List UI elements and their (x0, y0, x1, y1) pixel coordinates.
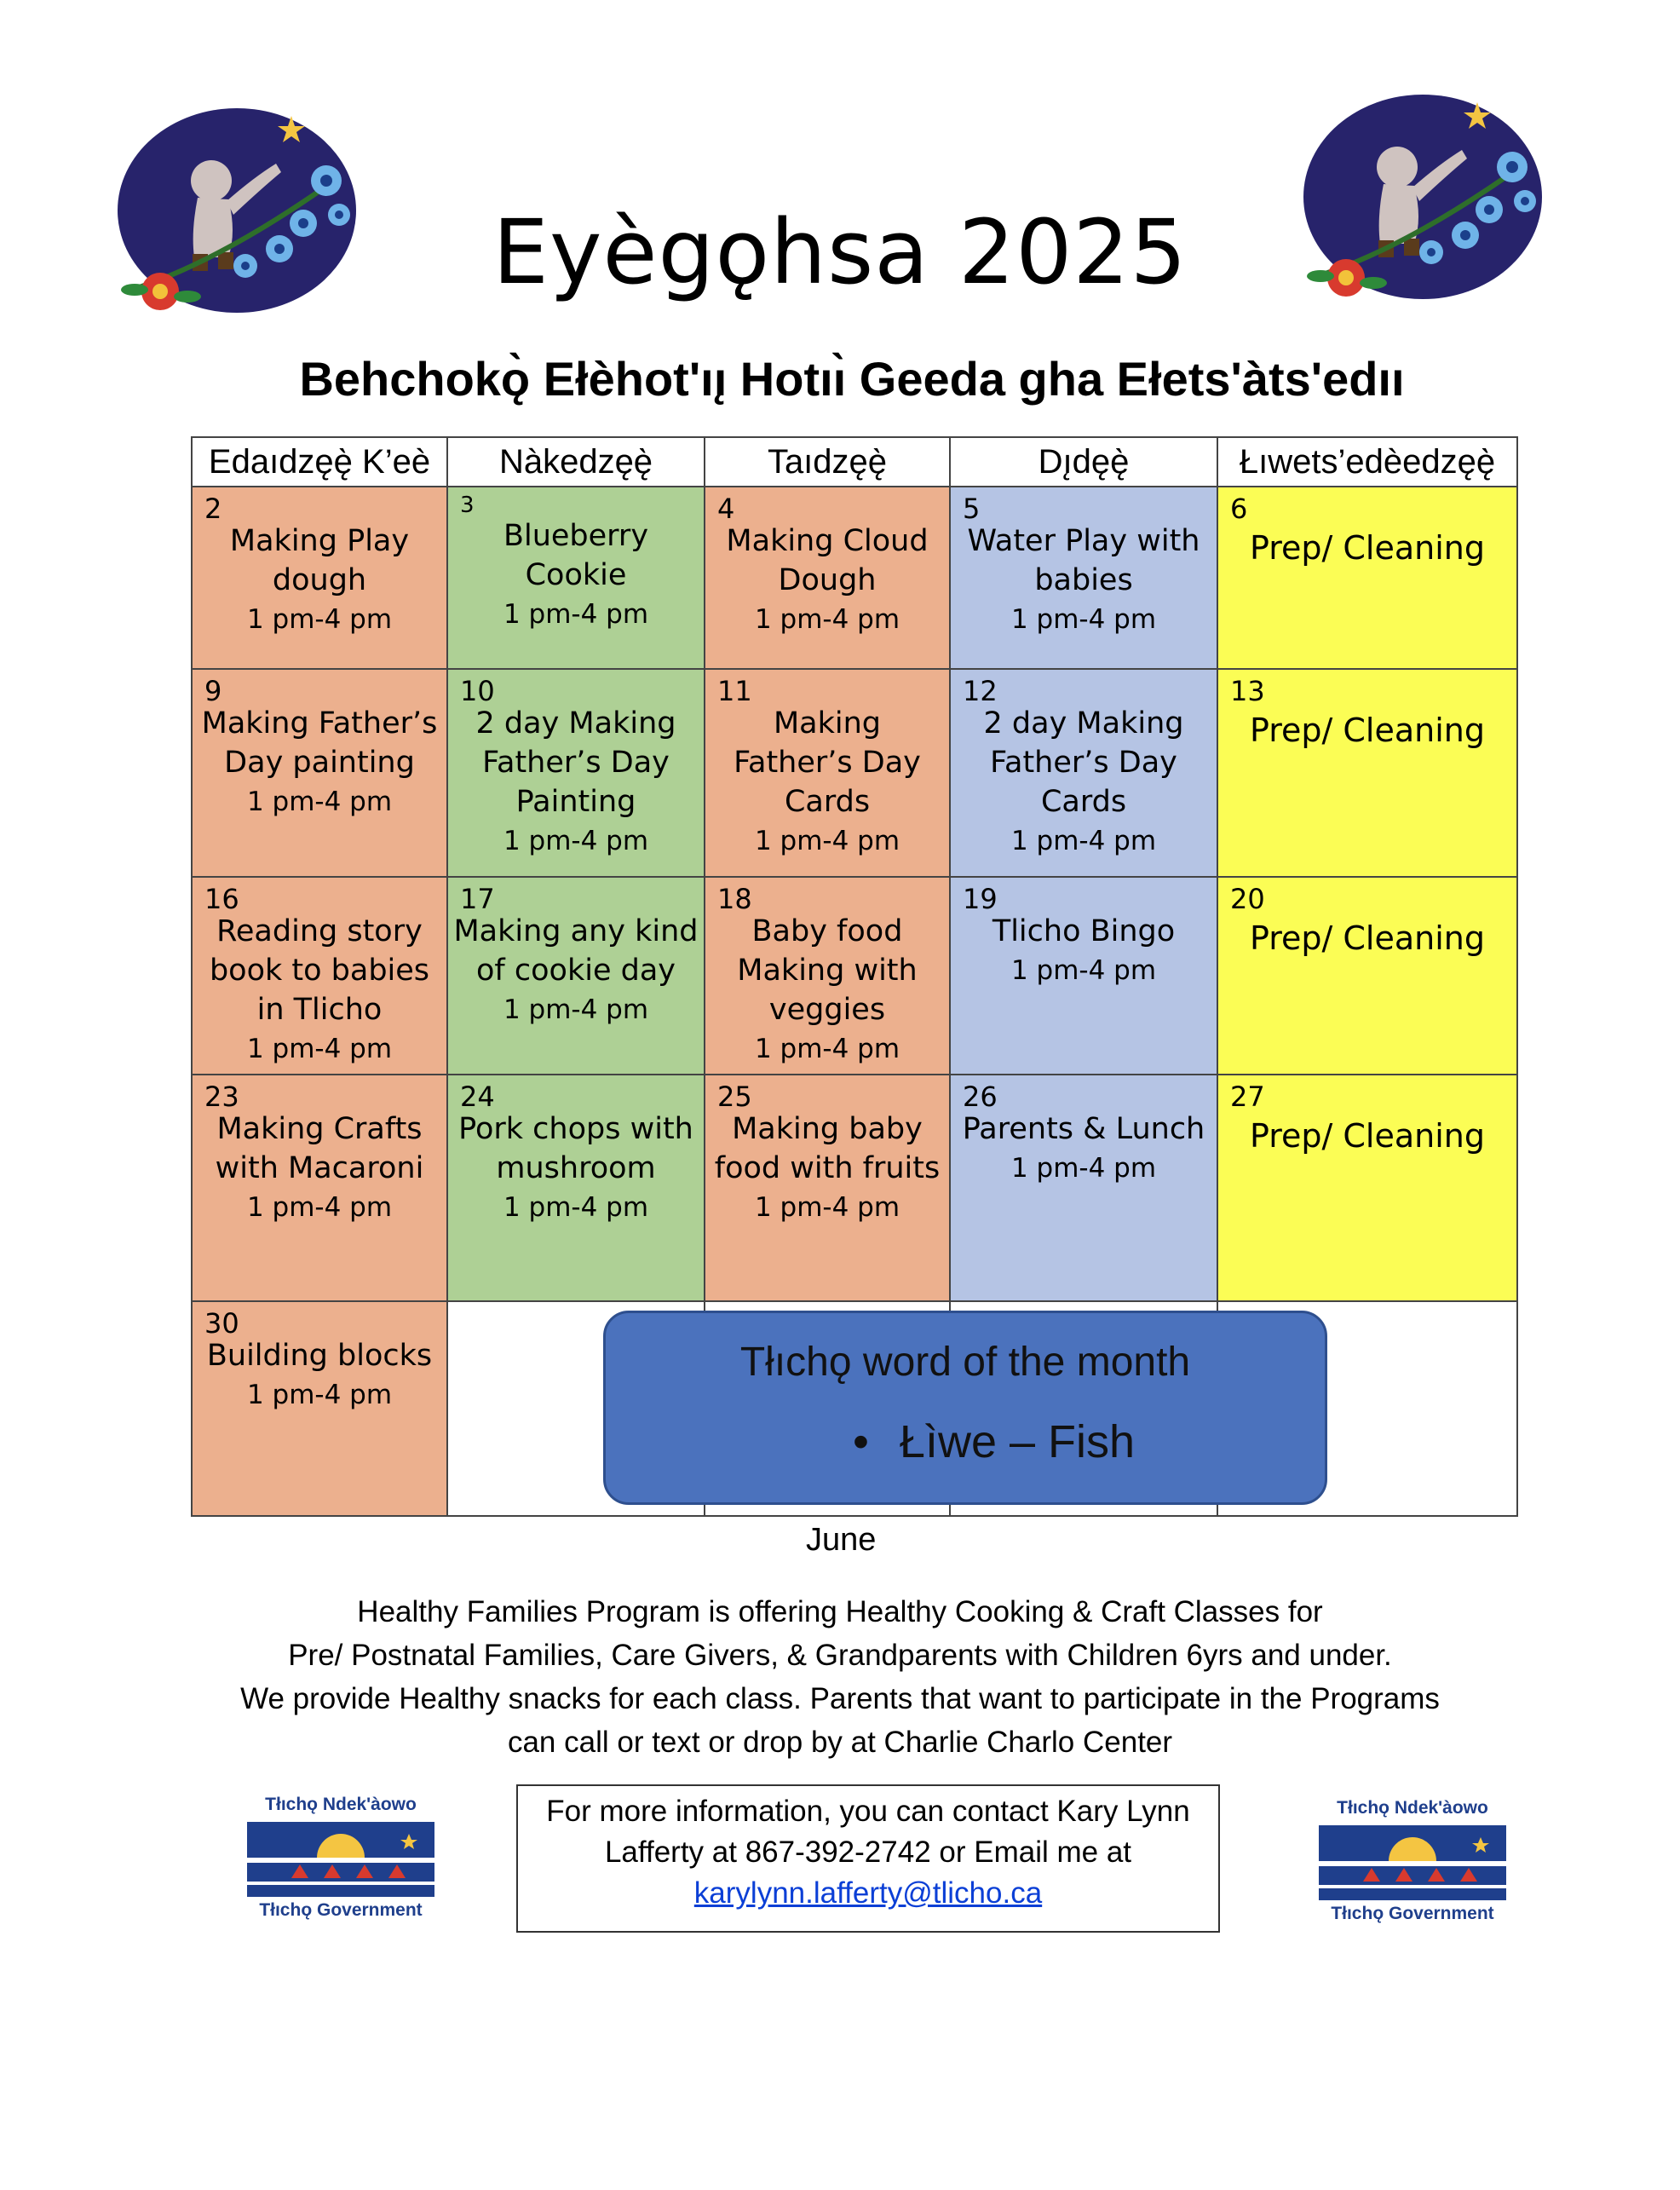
day-number: 30 (204, 1307, 239, 1340)
weekday-header-row (192, 437, 1517, 487)
day-cell (447, 669, 705, 877)
day-cell (447, 487, 705, 669)
day-number: 11 (717, 675, 752, 707)
day-cell (950, 487, 1217, 669)
activity (956, 912, 1211, 990)
week-row (192, 1075, 1517, 1301)
activity (956, 704, 1211, 861)
activity-name: Reading story book to babies in Tlicho (209, 914, 430, 1027)
activity-name: Prep/ Cleaning (1249, 919, 1486, 957)
activity-time: 1 pm-4 pm (754, 1034, 900, 1064)
activity (453, 1109, 699, 1227)
activity-time: 1 pm-4 pm (246, 787, 393, 817)
activity-time: 1 pm-4 pm (246, 1380, 393, 1410)
activity-name: Making Play dough (229, 524, 410, 597)
day-number: 18 (717, 883, 752, 915)
activity (711, 1109, 944, 1227)
day-cell (192, 1075, 447, 1301)
page-title: Eyègǫhsa 2025 (492, 200, 1188, 304)
weekday-header: Łıwets’edèedzęę̀ (1217, 437, 1517, 487)
weekday-header: Dı̨dęę̀ (950, 437, 1217, 487)
activity-name: Prep/ Cleaning (1249, 529, 1486, 567)
activity-name: Prep/ Cleaning (1249, 712, 1486, 749)
day-number: 26 (963, 1081, 998, 1113)
program-description (0, 1590, 1680, 1764)
description-line: Pre/ Postnatal Families, Care Givers, & Grandparents with Children 6yrs and under. (288, 1639, 1392, 1672)
activity-name: Making Father’s Day painting (201, 706, 438, 780)
government-logo-top-text: Tłıchǫ Ndek'àowo (1337, 1798, 1488, 1818)
contact-line: For more information, you can contact Kary Lynn (546, 1795, 1190, 1828)
description-line: Healthy Families Program is offering Healthy Cooking & Craft Classes for (357, 1595, 1323, 1628)
day-cell (705, 877, 950, 1075)
description-line: can call or text or drop by at Charlie Charlo Center (507, 1726, 1173, 1759)
day-cell (950, 1075, 1217, 1301)
week-row (192, 669, 1517, 877)
activity-name: Parents & Lunch (962, 1112, 1205, 1146)
activity-name: 2 day Making Father’s Day Cards (983, 706, 1184, 819)
word-of-the-month-item (853, 1415, 1135, 1468)
tlicho-government-logo (1310, 1798, 1515, 1926)
day-cell (705, 487, 950, 669)
activity-name: Tlicho Bingo (992, 914, 1176, 948)
activity-time: 1 pm-4 pm (503, 826, 649, 856)
day-cell (192, 669, 447, 877)
day-number: 25 (717, 1081, 752, 1113)
activity-name: Making any kind of cookie day (453, 914, 699, 988)
day-number: 23 (204, 1081, 239, 1113)
government-logo-bottom-text: Tłıchǫ Government (259, 1900, 423, 1920)
day-number: 20 (1230, 883, 1265, 915)
activity-name: Making Crafts with Macaroni (215, 1112, 424, 1185)
weekday-header: Nàkedzęę̀ (447, 437, 705, 487)
day-cell (192, 877, 447, 1075)
activity-name: Prep/ Cleaning (1249, 1117, 1486, 1155)
bullet: • (853, 1416, 869, 1467)
word-of-the-month-box (603, 1311, 1327, 1505)
activity-time: 1 pm-4 pm (754, 604, 900, 635)
activity (453, 704, 699, 861)
weekday-header: Taıdzęę̀ (705, 437, 950, 487)
activity (711, 704, 944, 861)
tlicho-flag-icon (1319, 1825, 1506, 1900)
day-cell (192, 487, 447, 669)
day-number: 27 (1230, 1081, 1265, 1113)
activity (711, 912, 944, 1069)
day-cell (705, 669, 950, 877)
day-number: 2 (204, 493, 222, 525)
month-label: June (806, 1522, 877, 1558)
activity (198, 1336, 441, 1415)
activity-name: Making Cloud Dough (726, 524, 929, 597)
word-of-the-month-title: Tłıchǫ word of the month (739, 1340, 1191, 1385)
week-row (192, 877, 1517, 1075)
day-number: 12 (963, 675, 998, 707)
tlicho-government-logo (239, 1795, 443, 1922)
activity-name: Blueberry Cookie (503, 519, 649, 592)
activity (198, 522, 441, 639)
activity-time: 1 pm-4 pm (1010, 826, 1157, 856)
government-logo-top-text: Tłıchǫ Ndek'àowo (265, 1795, 417, 1814)
day-cell (447, 1075, 705, 1301)
day-number: 17 (460, 883, 495, 915)
activity-name: Water Play with babies (967, 524, 1200, 597)
contact-box (516, 1784, 1220, 1933)
day-cell (950, 669, 1217, 877)
day-number: 19 (963, 883, 998, 915)
activity (956, 522, 1211, 639)
activity-time: 1 pm-4 pm (503, 1192, 649, 1223)
day-cell (1217, 487, 1517, 669)
activity-time: 1 pm-4 pm (754, 826, 900, 856)
weekday-header: Edaıdzęę̀ K’eè (192, 437, 447, 487)
activity-name: Building blocks (206, 1339, 433, 1373)
activity (198, 912, 441, 1069)
activity (453, 516, 699, 634)
activity-time: 1 pm-4 pm (246, 1192, 393, 1223)
day-number: 13 (1230, 675, 1265, 707)
day-number: 3 (460, 493, 475, 518)
activity-time: 1 pm-4 pm (503, 599, 649, 630)
description-line: We provide Healthy snacks for each class. Parents that want to participate in the Programs (240, 1682, 1440, 1715)
day-cell (1217, 669, 1517, 877)
activity-time: 1 pm-4 pm (1010, 604, 1157, 635)
day-number: 6 (1230, 493, 1248, 525)
activity-time: 1 pm-4 pm (1010, 1153, 1157, 1184)
day-cell (705, 1075, 950, 1301)
activity-time: 1 pm-4 pm (754, 1192, 900, 1223)
day-cell (192, 1301, 447, 1516)
day-cell (950, 877, 1217, 1075)
activity-time: 1 pm-4 pm (1010, 955, 1157, 986)
day-number: 16 (204, 883, 239, 915)
day-cell (1217, 877, 1517, 1075)
contact-email-link[interactable]: karylynn.lafferty@tlicho.ca (693, 1876, 1043, 1910)
day-cell (1217, 1075, 1517, 1301)
activity (198, 704, 441, 821)
activity-time: 1 pm-4 pm (246, 604, 393, 635)
day-number: 4 (717, 493, 735, 525)
activity (198, 1109, 441, 1227)
day-number: 9 (204, 675, 222, 707)
day-number: 10 (460, 675, 495, 707)
activity-name: Baby food Making with veggies (737, 914, 918, 1027)
activity-name: Making Father’s Day Cards (734, 706, 921, 819)
activity-time: 1 pm-4 pm (246, 1034, 393, 1064)
week-row (192, 487, 1517, 669)
government-logo-bottom-text: Tłıchǫ Government (1331, 1904, 1494, 1923)
activity-name: Making baby food with fruits (714, 1112, 941, 1185)
day-number: 24 (460, 1081, 495, 1113)
activity (453, 912, 699, 1029)
day-number: 5 (963, 493, 981, 525)
tlicho-flag-icon (247, 1822, 434, 1897)
word-of-the-month-text: Łìwe – Fish (899, 1416, 1136, 1467)
day-cell (447, 877, 705, 1075)
activity-time: 1 pm-4 pm (503, 994, 649, 1025)
contact-line: Lafferty at 867-392-2742 or Email me at (604, 1836, 1132, 1869)
activity-name: Pork chops with mushroom (458, 1112, 693, 1185)
activity (956, 1109, 1211, 1188)
activity (711, 522, 944, 639)
page-subtitle: Behchokǫ̀ Ełèhot'ıı̨ Hotıı̀ Geeda gha Ełets'àts'edıı (299, 352, 1405, 406)
activity-name: 2 day Making Father’s Day Painting (475, 706, 676, 819)
